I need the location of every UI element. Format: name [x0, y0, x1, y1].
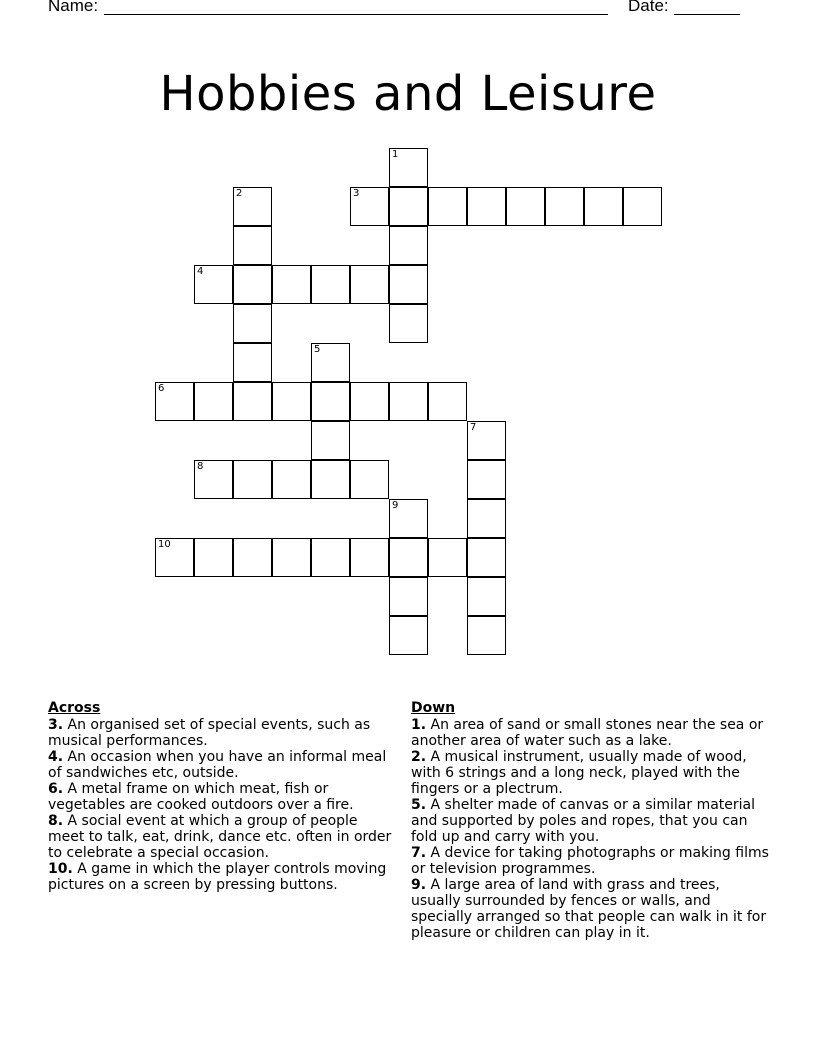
cell-number: 1	[392, 149, 399, 160]
grid-cell[interactable]	[311, 265, 350, 304]
down-clues	[411, 700, 771, 941]
clue-number: 5.	[411, 797, 427, 813]
grid-cell[interactable]	[233, 460, 272, 499]
grid-cell[interactable]	[311, 343, 350, 382]
grid-cell[interactable]	[233, 538, 272, 577]
clue-item	[48, 861, 393, 893]
grid-cell[interactable]	[155, 538, 194, 577]
grid-cell[interactable]	[389, 499, 428, 538]
clue-text: An organised set of special events, such as musical performances.	[48, 717, 371, 749]
clue-text: A large area of land with grass and trees, usually surrounded by fences or walls, and specially arranged so that people can walk in it for pleasure or children can play in it.	[411, 877, 767, 941]
grid-cell[interactable]	[545, 187, 584, 226]
clue-text: A shelter made of canvas or a similar material and supported by poles and ropes, that you can fold up and carry with you.	[411, 797, 756, 845]
clue-number: 10.	[48, 861, 73, 877]
grid-cell[interactable]	[389, 538, 428, 577]
grid-cell[interactable]	[350, 382, 389, 421]
grid-cell[interactable]	[233, 265, 272, 304]
grid-cell[interactable]	[389, 616, 428, 655]
grid-cell[interactable]	[506, 187, 545, 226]
grid-cell[interactable]	[155, 382, 194, 421]
grid-cell[interactable]	[467, 421, 506, 460]
grid-cell[interactable]	[233, 187, 272, 226]
grid-cell[interactable]	[389, 226, 428, 265]
grid-cell[interactable]	[350, 187, 389, 226]
grid-cell[interactable]	[428, 382, 467, 421]
clue-text: An occasion when you have an informal meal of sandwiches etc, outside.	[48, 749, 387, 781]
grid-cell[interactable]	[272, 538, 311, 577]
grid-cell[interactable]	[467, 577, 506, 616]
clue-text: An area of sand or small stones near the sea or another area of water such as a lake.	[411, 717, 764, 749]
grid-cell[interactable]	[311, 382, 350, 421]
grid-cell[interactable]	[350, 265, 389, 304]
name-label: Name:	[48, 0, 99, 15]
grid-cell[interactable]	[311, 538, 350, 577]
clue-item	[48, 813, 393, 861]
grid-cell[interactable]	[233, 382, 272, 421]
clue-number: 6.	[48, 781, 64, 797]
grid-cell[interactable]	[389, 304, 428, 343]
cell-number: 3	[353, 188, 360, 199]
cell-number: 2	[236, 188, 243, 199]
grid-cell[interactable]	[272, 460, 311, 499]
grid-cell[interactable]	[272, 382, 311, 421]
clue-text: A metal frame on which meat, fish or vegetables are cooked outdoors over a fire.	[48, 781, 354, 813]
cell-number: 9	[392, 500, 399, 511]
clue-number: 1.	[411, 717, 427, 733]
across-clues	[48, 700, 393, 893]
clue-item	[48, 781, 393, 813]
clue-item	[411, 717, 771, 749]
clue-item	[48, 717, 393, 749]
grid-cell[interactable]	[584, 187, 623, 226]
grid-cell[interactable]	[389, 265, 428, 304]
clue-number: 4.	[48, 749, 64, 765]
clue-text: A game in which the player controls moving pictures on a screen by pressing buttons.	[48, 861, 387, 893]
cell-number: 10	[158, 539, 171, 550]
page-title: Hobbies and Leisure	[159, 66, 657, 123]
down-heading: Down	[411, 700, 456, 716]
grid-cell[interactable]	[389, 148, 428, 187]
clue-number: 2.	[411, 749, 427, 765]
cell-number: 8	[197, 461, 204, 472]
clue-item	[411, 749, 771, 797]
grid-cell[interactable]	[194, 538, 233, 577]
clue-item	[48, 749, 393, 781]
cell-number: 6	[158, 383, 165, 394]
grid-cell[interactable]	[350, 460, 389, 499]
grid-cell[interactable]	[233, 304, 272, 343]
grid-cell[interactable]	[233, 343, 272, 382]
grid-cell[interactable]	[467, 187, 506, 226]
grid-cell[interactable]	[467, 538, 506, 577]
clue-number: 8.	[48, 813, 64, 829]
cell-number: 7	[470, 422, 477, 433]
grid-cell[interactable]	[389, 382, 428, 421]
clue-text: A musical instrument, usually made of wood, with 6 strings and a long neck, played with the fingers or a plectrum.	[411, 749, 747, 797]
down-clue-list	[411, 717, 771, 941]
grid-cell[interactable]	[389, 577, 428, 616]
date-label: Date:	[628, 0, 669, 15]
cell-number: 5	[314, 344, 321, 355]
grid-cell[interactable]	[350, 538, 389, 577]
across-clue-list	[48, 717, 393, 893]
clue-item	[411, 845, 771, 877]
grid-cell[interactable]	[428, 538, 467, 577]
grid-cell[interactable]	[428, 187, 467, 226]
grid-cell[interactable]	[194, 460, 233, 499]
grid-cell[interactable]	[467, 616, 506, 655]
grid-cell[interactable]	[233, 226, 272, 265]
grid-cell[interactable]	[467, 460, 506, 499]
grid-cell[interactable]	[623, 187, 662, 226]
grid-cell[interactable]	[272, 265, 311, 304]
grid-cell[interactable]	[467, 499, 506, 538]
grid-cell[interactable]	[389, 187, 428, 226]
clue-number: 3.	[48, 717, 64, 733]
grid-cell[interactable]	[194, 382, 233, 421]
clue-number: 9.	[411, 877, 427, 893]
grid-cell[interactable]	[311, 421, 350, 460]
across-heading: Across	[48, 700, 101, 716]
clue-item	[411, 797, 771, 845]
clue-text: A device for taking photographs or making films or television programmes.	[411, 845, 769, 877]
clue-item	[411, 877, 771, 941]
cell-number: 4	[197, 266, 204, 277]
clue-number: 7.	[411, 845, 427, 861]
grid-cell[interactable]	[194, 265, 233, 304]
clue-text: A social event at which a group of people meet to talk, eat, drink, dance etc. often in order to celebrate a special occasion.	[48, 813, 392, 861]
grid-cell[interactable]	[311, 460, 350, 499]
